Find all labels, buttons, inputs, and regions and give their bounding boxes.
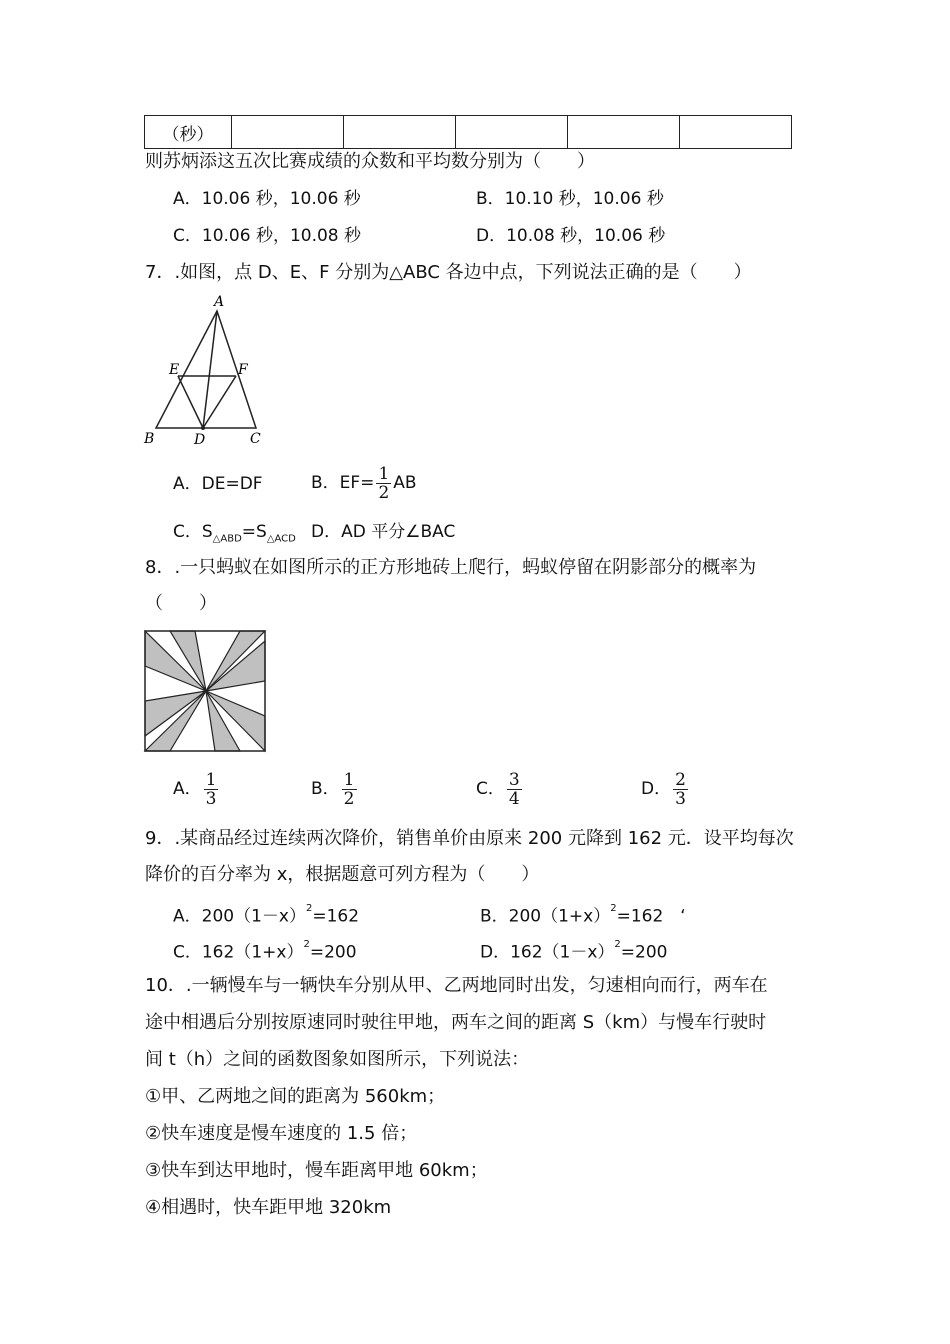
fraction <box>507 771 522 808</box>
option-text: 10.06 秒，10.06 秒 <box>201 189 361 209</box>
superscript: 2 <box>610 903 617 914</box>
option-letter: C． <box>173 226 202 246</box>
option-text: C．162（1+x） <box>173 942 304 963</box>
table-cell <box>232 116 344 149</box>
q10-statement-2: ②快车速度是慢车速度的 1.5 倍； <box>145 1123 418 1144</box>
option-text: B．200（1+x） <box>480 906 611 927</box>
fraction-denominator: 4 <box>508 788 520 809</box>
option-text: =S <box>241 522 267 542</box>
q9-option-b[interactable] <box>480 901 686 929</box>
q8-option-c[interactable] <box>476 768 524 810</box>
fraction <box>342 771 357 808</box>
label-f: F <box>238 362 248 378</box>
fraction-denominator: 3 <box>675 788 686 809</box>
superscript: 2 <box>305 903 313 914</box>
option-letter: B． <box>476 189 505 209</box>
option-text: S <box>201 522 213 542</box>
q8-stem-2: （ ） <box>145 593 217 614</box>
fraction <box>376 465 391 502</box>
tile-figure <box>143 629 267 753</box>
q6-option-d[interactable] <box>476 224 665 248</box>
table-cell <box>680 116 792 149</box>
q8-option-a[interactable] <box>173 768 220 810</box>
option-letter: A． <box>173 189 202 209</box>
fraction-denominator: 3 <box>205 788 217 809</box>
option-letter: D． <box>476 226 507 246</box>
q10-line: 10．.一辆慢车与一辆快车分别从甲、乙两地同时出发，匀速相向而行，两车在 <box>145 975 768 996</box>
q10-statement-3: ③快车到达甲地时，慢车距离甲地 60km； <box>145 1160 488 1181</box>
option-letter: B． <box>311 779 340 799</box>
q6-option-a[interactable] <box>173 187 361 211</box>
option-letter: A． <box>173 779 202 799</box>
q9-option-c[interactable] <box>173 937 357 965</box>
option-letter: C． <box>476 779 505 799</box>
q6-option-b[interactable] <box>476 187 664 211</box>
table-cell <box>456 116 568 149</box>
q10-statement-1: ①甲、乙两地之间的距离为 560km； <box>145 1086 446 1107</box>
fraction-denominator: 2 <box>378 482 390 503</box>
option-text: B．EF= <box>311 473 375 493</box>
q8-option-d[interactable] <box>641 768 690 810</box>
option-text: A．200（1－x） <box>173 906 306 927</box>
fraction-numerator: 1 <box>378 463 390 484</box>
q9-option-d[interactable] <box>480 937 668 965</box>
superscript: 2 <box>614 939 621 950</box>
score-table <box>144 115 792 149</box>
label-e: E <box>169 362 180 378</box>
q10-line: 途中相遇后分别按原速同时驶往甲地，两车之间的距离 S（km）与慢车行驶时 <box>145 1012 767 1033</box>
subscript: △ACD <box>266 533 296 545</box>
q9-stem-2: 降价的百分率为 x，根据题意可列方程为（ ） <box>145 864 540 885</box>
option-letter: C． <box>173 522 202 542</box>
q7-option-d[interactable]: D．AD 平分∠BAC <box>311 522 456 542</box>
label-d: D <box>194 432 206 448</box>
option-text: 10.06 秒，10.08 秒 <box>201 226 362 246</box>
option-text: AB <box>393 473 417 493</box>
label-c: C <box>250 431 261 447</box>
table-row <box>145 116 792 149</box>
subscript: △ABD <box>212 533 242 545</box>
q7-stem: 7．.如图，点 D、E、F 分别为△ABC 各边中点，下列说法正确的是（ ） <box>145 262 752 283</box>
q8-stem: 8．.一只蚂蚁在如图所示的正方形地砖上爬行，蚂蚁停留在阴影部分的概率为 <box>145 557 757 578</box>
q10-statement-4: ④相遇时，快车距甲地 320km <box>145 1197 392 1218</box>
fraction <box>204 771 219 808</box>
q7-option-b[interactable] <box>311 462 417 504</box>
option-text: =162 <box>312 906 360 927</box>
q9-stem: 9．.某商品经过连续两次降价，销售单价由原来 200 元降到 162 元．设平均每次 <box>145 828 794 849</box>
option-text: 10.08 秒，10.06 秒 <box>506 226 666 246</box>
fraction <box>673 771 688 808</box>
option-text: =200 <box>309 942 357 963</box>
option-letter: D． <box>641 779 672 799</box>
table-cell-label: （秒） <box>145 116 232 149</box>
q9-option-a[interactable] <box>173 901 359 929</box>
table-cell <box>344 116 456 149</box>
label-a: A <box>214 294 225 310</box>
table-cell <box>568 116 680 149</box>
triangle-figure <box>140 292 270 448</box>
q10-line: 间 t（h）之间的函数图象如图所示，下列说法： <box>145 1049 530 1070</box>
superscript: 2 <box>303 939 310 950</box>
q7-option-c[interactable] <box>173 520 296 551</box>
q6-stem: 则苏炳添这五次比赛成绩的众数和平均数分别为（ ） <box>145 151 595 172</box>
option-text: =162 ‘ <box>616 906 686 927</box>
option-text: 10.10 秒，10.06 秒 <box>504 189 664 209</box>
q7-option-a[interactable]: A．DE=DF <box>173 474 263 494</box>
fraction-numerator: 3 <box>508 769 520 790</box>
fraction-numerator: 2 <box>675 769 686 790</box>
option-text: =200 <box>620 942 668 963</box>
fraction-numerator: 1 <box>343 769 355 790</box>
fraction-numerator: 1 <box>205 769 217 790</box>
label-b: B <box>144 431 155 447</box>
fraction-denominator: 2 <box>343 788 355 809</box>
q8-option-b[interactable] <box>311 768 359 810</box>
q6-option-c[interactable] <box>173 224 361 248</box>
option-text: D．162（1－x） <box>480 942 615 963</box>
